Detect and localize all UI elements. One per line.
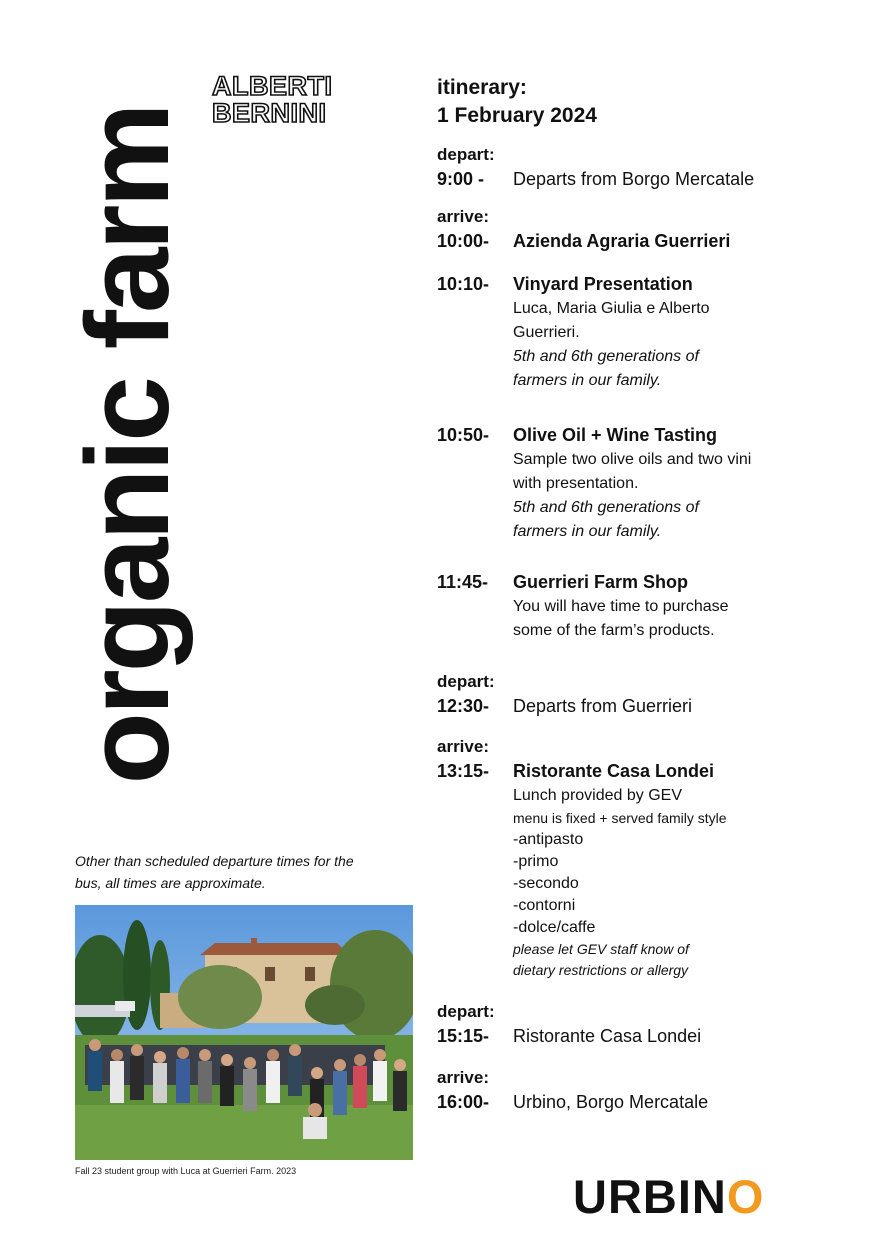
event-time: 15:15- (437, 1026, 490, 1046)
event-time: 10:50- (437, 425, 490, 445)
menu-item: -contorni (513, 897, 576, 914)
farm-group-photo (75, 905, 413, 1160)
event-description: Guerrieri. (513, 324, 580, 341)
event-body (513, 1024, 857, 1049)
event-body (513, 272, 857, 393)
event-description: You will have time to purchase (513, 598, 729, 615)
event-note: 5th and 6th generations of (513, 499, 699, 516)
event-time: 10:00- (437, 231, 490, 251)
urbino-logo-main: URBIN (573, 1170, 727, 1223)
event-body (513, 229, 857, 254)
itinerary-date: 1 February 2024 (437, 104, 597, 127)
page-title: organic farm (62, 105, 194, 785)
phase-label: arrive: (437, 1068, 489, 1087)
event-title: Guerrieri Farm Shop (513, 572, 689, 592)
event-row (437, 694, 857, 719)
alberti-bernini-logo (212, 73, 333, 127)
urbino-logo-accent: O (726, 1170, 765, 1223)
menu-item: -antipasto (513, 831, 584, 848)
allergy-note: please let GEV staff know of (513, 941, 689, 957)
event-time: 11:45- (437, 572, 489, 592)
event-description: Sample two olive oils and two vini (513, 451, 752, 468)
event-body (513, 423, 857, 544)
event-row (437, 423, 857, 544)
event-row (437, 1090, 857, 1115)
event-body (513, 570, 857, 643)
event-row (437, 1024, 857, 1049)
menu-note: menu is fixed + served family style (513, 810, 727, 826)
event-description: with presentation. (513, 475, 639, 492)
event-title: Vinyard Presentation (513, 274, 693, 294)
event-description: some of the farm’s products. (513, 622, 715, 639)
urbino-logo (573, 1171, 764, 1223)
allergy-note: dietary restrictions or allergy (513, 962, 689, 978)
event-time: 12:30- (437, 696, 490, 716)
disclaimer-line: bus, all times are approximate. (75, 875, 266, 891)
event-body (513, 167, 857, 192)
disclaimer-line: Other than scheduled departure times for the (75, 853, 354, 869)
event-body (513, 1090, 857, 1115)
event-time: 13:15- (437, 761, 490, 781)
event-title: Urbino, Borgo Mercatale (513, 1092, 709, 1112)
event-body (513, 694, 857, 719)
event-note: farmers in our family. (513, 372, 662, 389)
event-body (513, 759, 857, 981)
event-title: Ristorante Casa Londei (513, 761, 715, 781)
event-title: Departs from Borgo Mercatale (513, 169, 755, 189)
event-row (437, 759, 857, 981)
disclaimer (75, 850, 415, 894)
event-time: 9:00 - (437, 169, 485, 189)
phase-label: arrive: (437, 207, 489, 226)
event-time: 10:10- (437, 274, 490, 294)
phase-label: depart: (437, 1002, 495, 1021)
menu-item: -primo (513, 853, 559, 870)
event-row (437, 570, 857, 643)
itinerary-heading: itinerary: (437, 76, 527, 99)
event-title: Azienda Agraria Guerrieri (513, 231, 731, 251)
itinerary (437, 74, 857, 1115)
event-note: farmers in our family. (513, 523, 662, 540)
event-note: 5th and 6th generations of (513, 348, 699, 365)
event-time: 16:00- (437, 1092, 490, 1112)
event-row (437, 229, 857, 254)
event-title: Olive Oil + Wine Tasting (513, 425, 718, 445)
phase-label: arrive: (437, 737, 489, 756)
menu-item: -dolce/caffe (513, 919, 596, 936)
menu-item: -secondo (513, 875, 579, 892)
event-description: Luca, Maria Giulia e Alberto (513, 300, 710, 317)
event-title: Departs from Guerrieri (513, 696, 693, 716)
event-title: Ristorante Casa Londei (513, 1026, 702, 1046)
photo-caption: Fall 23 student group with Luca at Guerrieri Farm. 2023 (75, 1166, 297, 1176)
logo-line-1: ALBERTI (212, 71, 333, 101)
phase-label: depart: (437, 145, 495, 164)
event-description: Lunch provided by GEV (513, 787, 682, 804)
event-row (437, 272, 857, 393)
phase-label: depart: (437, 672, 495, 691)
logo-line-2: BERNINI (212, 98, 327, 128)
vertical-title (62, 80, 194, 810)
event-row (437, 167, 857, 192)
